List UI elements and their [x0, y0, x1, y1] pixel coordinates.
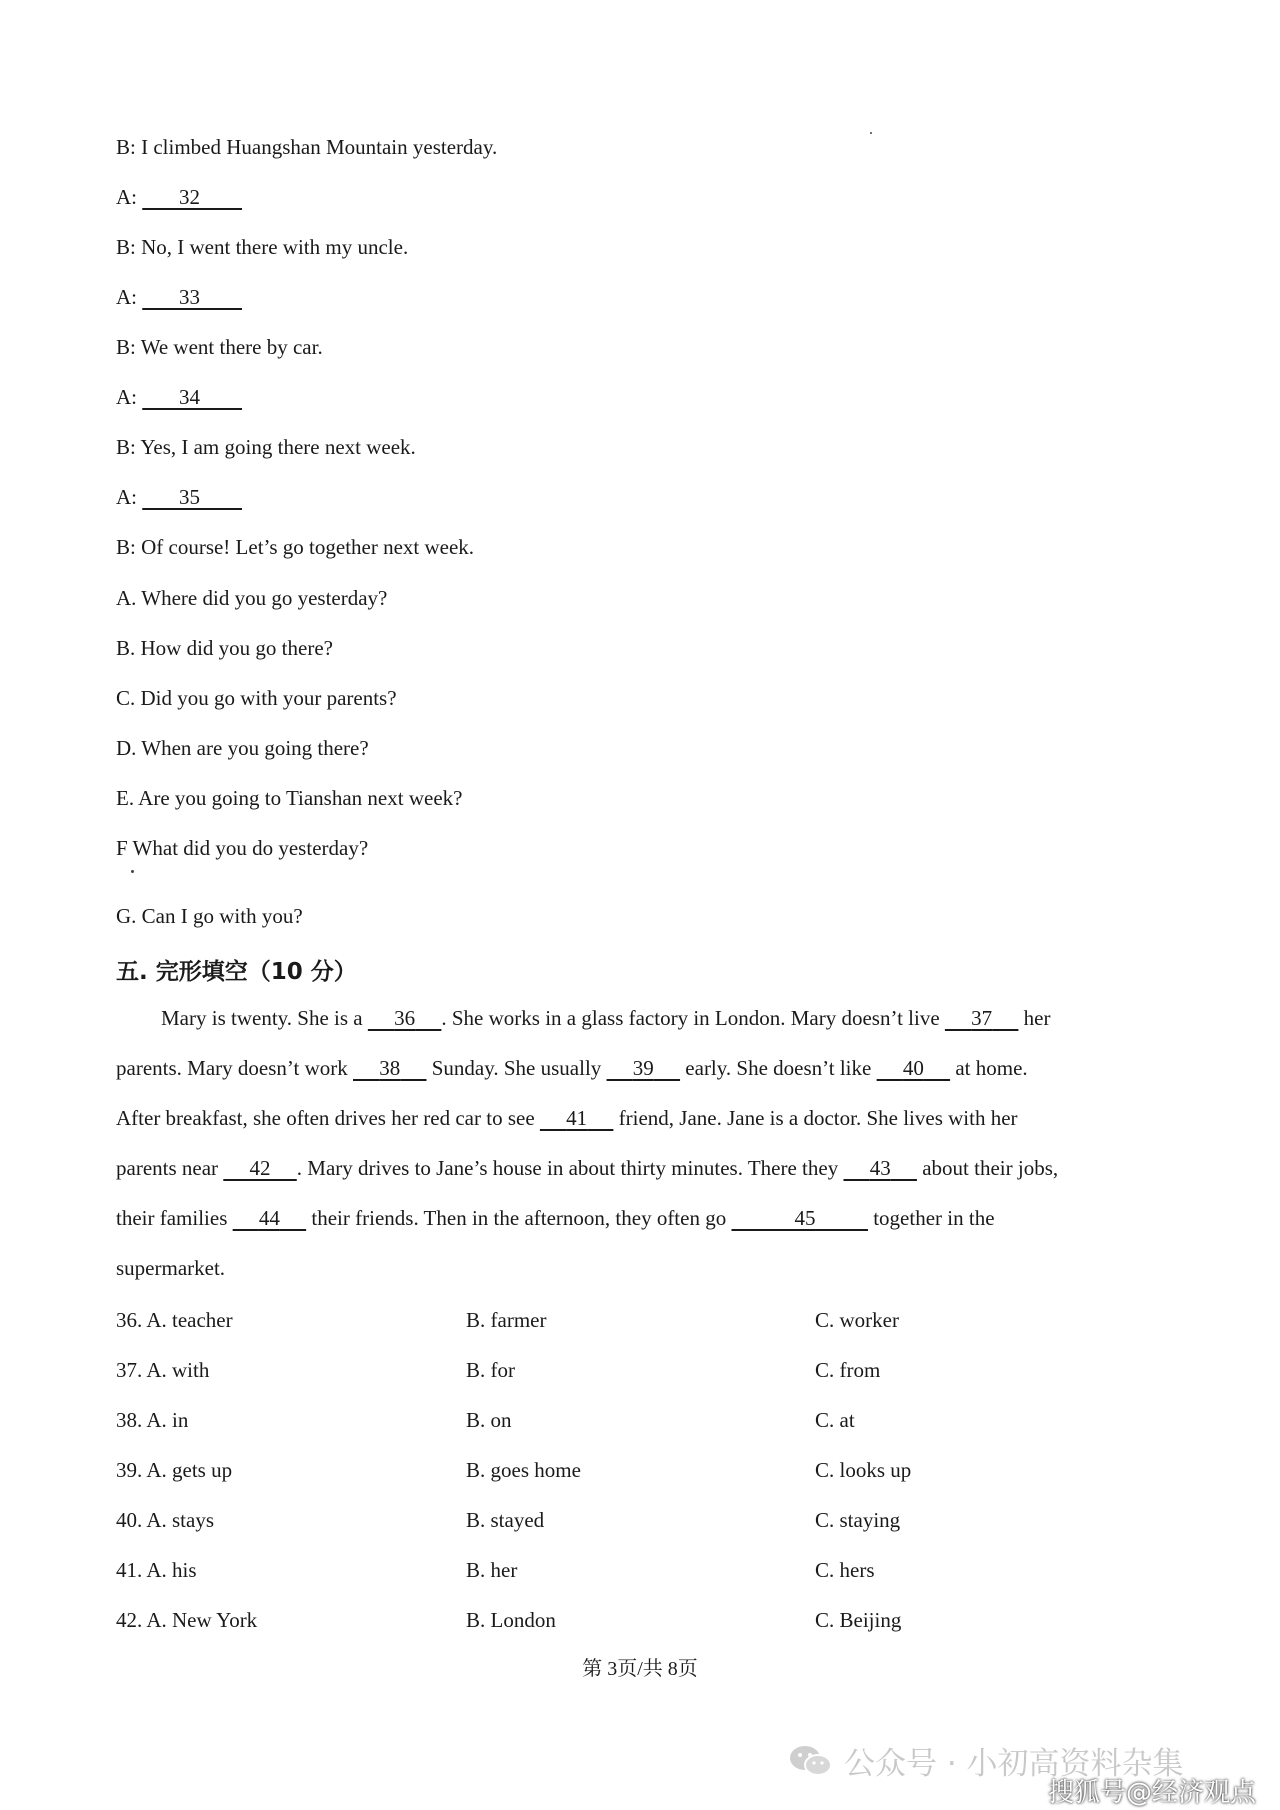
dialogue-line [116, 287, 242, 308]
cloze-blank[interactable] [368, 1008, 442, 1029]
blank-number: 40 [902, 1056, 924, 1080]
blank-number: 44 [258, 1206, 280, 1230]
blank-number: 39 [632, 1056, 654, 1080]
blank-number: 34 [179, 385, 200, 409]
passage-line [116, 1058, 1156, 1079]
blank-number: 42 [249, 1156, 271, 1180]
question-row [116, 1508, 1166, 1538]
dialogue-option: B. How did you go there? [116, 636, 333, 660]
passage-text: . She works in a glass factory in London. Mary doesn’t live [441, 1006, 945, 1030]
dialogue-text: We went there by car. [135, 335, 323, 359]
option-c[interactable]: C. worker [815, 1308, 899, 1332]
option-c[interactable]: C. staying [815, 1508, 901, 1532]
answer-blank[interactable] [142, 187, 242, 208]
watermark-text: 公众号 · 小初高资料杂集 [844, 1746, 1184, 1782]
option-c[interactable]: C. from [815, 1358, 881, 1382]
speaker: B: [116, 335, 136, 359]
blank-number: 45 [794, 1206, 816, 1230]
passage-text: parents. Mary doesn’t work [116, 1056, 353, 1080]
question-row [116, 1408, 1166, 1438]
question-row [116, 1358, 1166, 1388]
blank-number: 38 [379, 1056, 401, 1080]
dialogue-line [116, 437, 416, 458]
dialogue-option: C. Did you go with your parents? [116, 686, 397, 710]
blank-number: 37 [971, 1006, 993, 1030]
passage-text: friend, Jane. Jane is a doctor. She lives with her [613, 1106, 1018, 1130]
passage-line [116, 1108, 1156, 1129]
dialogue-option: D. When are you going there? [116, 736, 369, 760]
dialogue-line [116, 137, 497, 158]
answer-blank[interactable] [142, 387, 242, 408]
cloze-blank[interactable] [540, 1108, 614, 1129]
option-b[interactable]: B. farmer [466, 1308, 547, 1332]
dialogue-line [116, 537, 474, 558]
passage-text: early. She doesn’t like [680, 1056, 877, 1080]
speaker: B: [116, 135, 136, 159]
question-row [116, 1558, 1166, 1588]
option-b[interactable]: B. goes home [466, 1458, 581, 1482]
passage-text: . Mary drives to Jane’s house in about thirty minutes. There they [296, 1156, 844, 1180]
question-row [116, 1458, 1166, 1488]
source-credit: 搜狐号@经济观点 [1048, 1778, 1257, 1808]
option-a[interactable]: 39. A. gets up [116, 1458, 233, 1482]
dialogue-text: Of course! Let’s go together next week. [135, 535, 475, 559]
option-a[interactable]: 38. A. in [116, 1408, 189, 1432]
option-a[interactable]: 37. A. with [116, 1358, 210, 1382]
passage-text: After breakfast, she often drives her red car to see [116, 1106, 540, 1130]
passage-line [161, 1008, 1201, 1029]
dialogue-line [116, 487, 242, 508]
dialogue-text: I climbed Huangshan Mountain yesterday. [135, 135, 498, 159]
dialogue-line [116, 337, 323, 358]
option-c[interactable]: C. Beijing [815, 1608, 902, 1632]
speaker: B: [116, 235, 136, 259]
cloze-blank[interactable] [607, 1058, 681, 1079]
speaker: A: [116, 285, 137, 309]
blank-number: 35 [179, 485, 200, 509]
cloze-blank[interactable] [233, 1208, 307, 1229]
speaker: A: [116, 485, 137, 509]
option-a[interactable]: 41. A. his [116, 1558, 197, 1582]
blank-number: 43 [869, 1156, 891, 1180]
passage-text: her [1018, 1006, 1051, 1030]
page-footer: 第 3页/共 8页 [582, 1658, 698, 1680]
question-row [116, 1608, 1166, 1638]
option-c[interactable]: C. hers [815, 1558, 875, 1582]
option-a[interactable]: 42. A. New York [116, 1608, 258, 1632]
stray-dot [870, 132, 872, 134]
cloze-blank[interactable] [877, 1058, 951, 1079]
section-title: 五. 完形填空（10 分） [116, 959, 357, 985]
blank-number: 36 [394, 1006, 416, 1030]
passage-text: their families [116, 1206, 233, 1230]
speaker: A: [116, 385, 137, 409]
dialogue-line [116, 237, 408, 258]
dialogue-option: E. Are you going to Tianshan next week? [116, 786, 463, 810]
stray-dot [131, 870, 134, 873]
option-b[interactable]: B. for [466, 1358, 515, 1382]
answer-blank[interactable] [142, 487, 242, 508]
blank-number: 32 [179, 185, 200, 209]
passage-line [116, 1258, 1156, 1279]
cloze-blank[interactable] [223, 1158, 297, 1179]
dialogue-line [116, 387, 242, 408]
passage-line [116, 1158, 1156, 1179]
option-c[interactable]: C. at [815, 1408, 855, 1432]
passage-text: about their jobs, [916, 1156, 1059, 1180]
option-a[interactable]: 40. A. stays [116, 1508, 215, 1532]
dialogue-option: A. Where did you go yesterday? [116, 586, 388, 610]
passage-text: at home. [950, 1056, 1028, 1080]
wechat-icon [788, 1743, 834, 1779]
option-b[interactable]: B. on [466, 1408, 512, 1432]
passage-text: supermarket. [116, 1256, 226, 1280]
cloze-blank[interactable] [731, 1208, 868, 1229]
passage-text: parents near [116, 1156, 224, 1180]
option-b[interactable]: B. London [466, 1608, 556, 1632]
dialogue-text: No, I went there with my uncle. [135, 235, 409, 259]
speaker: A: [116, 185, 137, 209]
answer-blank[interactable] [142, 287, 242, 308]
passage-text: together in the [867, 1206, 995, 1230]
blank-number: 41 [566, 1106, 588, 1130]
option-b[interactable]: B. stayed [466, 1508, 545, 1532]
dialogue-option: G. Can I go with you? [116, 904, 303, 928]
passage-text: Sunday. She usually [426, 1056, 607, 1080]
speaker: B: [116, 435, 136, 459]
dialogue-text: Yes, I am going there next week. [135, 435, 416, 459]
option-c[interactable]: C. looks up [815, 1458, 912, 1482]
cloze-blank[interactable] [945, 1008, 1019, 1029]
passage-text: their friends. Then in the afternoon, they often go [306, 1206, 732, 1230]
dialogue-option: F What did you do yesterday? [116, 836, 369, 860]
dialogue-line [116, 187, 242, 208]
option-a[interactable]: 36. A. teacher [116, 1308, 233, 1332]
passage-text: Mary is twenty. She is a [161, 1006, 368, 1030]
option-b[interactable]: B. her [466, 1558, 518, 1582]
blank-number: 33 [179, 285, 200, 309]
passage-line [116, 1208, 1156, 1229]
cloze-blank[interactable] [353, 1058, 427, 1079]
cloze-blank[interactable] [843, 1158, 917, 1179]
question-row [116, 1308, 1166, 1338]
speaker: B: [116, 535, 136, 559]
